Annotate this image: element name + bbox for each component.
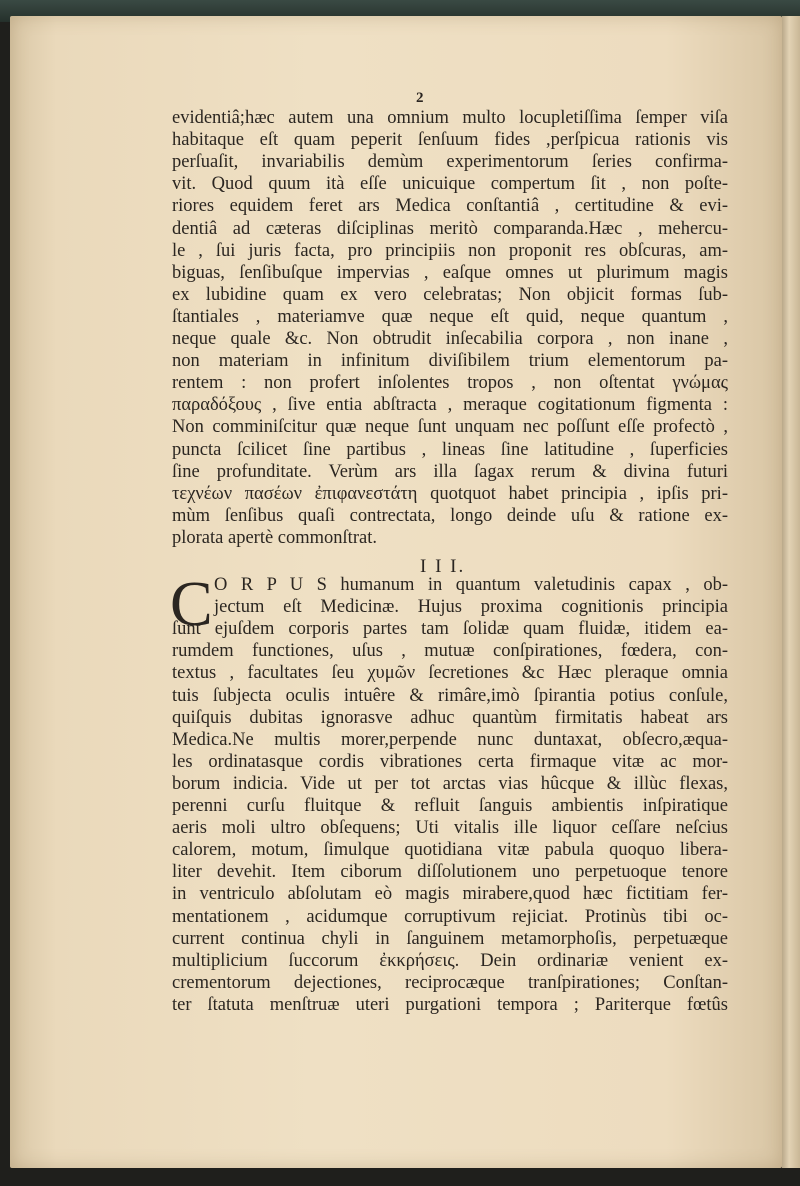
text-line: ſtantiales , materiamve quæ neque eſt quid, neque quantum , bbox=[172, 306, 728, 327]
section-text-line: perenni curſu fluitque & refluit ſanguis ambientis inſpiratique bbox=[172, 796, 728, 816]
text-line: neque quale &c. Non obtrudit inſecabilia corpora , non inane , bbox=[172, 329, 728, 349]
section-text-line: rumdem functiones, uſus , mutuæ conſpirationes, fœdera, con- bbox=[172, 641, 728, 662]
section-text-line: quiſquis dubitas ignorasve adhuc quantùm firmitatis habeat ars bbox=[172, 707, 728, 728]
text-line: mùm ſenſibus quaſi contrectata, longo deinde uſu & ratione ex- bbox=[172, 505, 728, 526]
section-text-line: Medica.Ne multis morer,perpende nunc duntaxat, obſecro,æqua- bbox=[172, 729, 728, 750]
text-line: ex lubidine quam ex vero celebratas; Non objicit formas ſub- bbox=[172, 284, 728, 305]
section-text-line: crementorum dejectiones, reciprocæque tranſpirationes; Conſtan- bbox=[172, 972, 728, 993]
section-text-line: ſunt ejuſdem corporis partes tam ſolidæ quam fluidæ, itidem ea- bbox=[172, 619, 728, 640]
section-heading: I I I. bbox=[420, 556, 466, 577]
section-text-line: ter ſtatuta menſtruæ uteri purgationi tempora ; Pariterque fœtûs bbox=[172, 994, 728, 1015]
text-line: rentem : non profert inſolentes tropos , non oſtentat γνώμας bbox=[172, 373, 728, 394]
text-line: plorata apertè commonſtrat. bbox=[172, 527, 377, 548]
section-text-line: calorem, motum, ſimulque quotidiana vitæ pabula quoquo libera- bbox=[172, 840, 728, 861]
text-line: Non comminiſcitur quæ neque ſunt unquam nec poſſunt eſſe profectò , bbox=[172, 417, 728, 438]
section-text-line: current continua chyli in ſanguinem metamorphoſis, perpetuæque bbox=[172, 928, 728, 949]
section-text-line: O R P U S humanum in quantum valetudinis capax , ob- bbox=[214, 575, 728, 595]
section-text-line: mentationem , acidumque corruptivum rejiciat. Protinùs tibi oc- bbox=[172, 906, 728, 927]
page-right-edge bbox=[782, 16, 800, 1168]
text-line: riores equidem feret ars Medica conſtantiâ , certitudine & evi- bbox=[172, 196, 728, 217]
section-text-line: liter devehit. Item ciborum diſſolutionem uno perpetuoque tenore bbox=[172, 862, 728, 883]
text-line: biguas, ſenſibuſque impervias , eaſque omnes ut plurimum magis bbox=[172, 262, 728, 283]
drop-cap: C bbox=[170, 568, 213, 639]
text-line: le , ſui juris facta, pro principiis non proponit res obſcuras, am- bbox=[172, 240, 728, 261]
text-line: παραδόξους , ſive entia abſtracta , meraque cogitationum figmenta : bbox=[172, 395, 728, 416]
text-line: evidentiâ;hæc autem una omnium multo locupletiſſima ſemper viſa bbox=[172, 108, 728, 128]
text-line: non materiam in infinitum diviſibilem trium elementorum pa- bbox=[172, 351, 728, 372]
section-text-line: borum indicia. Vide ut per tot arctas vias hûcque & illùc flexas, bbox=[172, 773, 728, 794]
text-line: dentiâ ad cæteras diſciplinas meritò comparanda.Hæc , mehercu- bbox=[172, 218, 728, 239]
section-text-line: in ventriculo abſolutam eò magis mirabere,quod hæc fictitiam fer- bbox=[172, 884, 728, 905]
text-line: ſine profunditate. Verùm ars illa ſagax rerum & divina futuri bbox=[172, 461, 728, 482]
text-line: habitaque eſt quam peperit ſenſuum fides ,perſpicua rationis vis bbox=[172, 130, 728, 151]
section-text-line: jectum eſt Medicinæ. Hujus proxima cognitionis principia bbox=[214, 597, 728, 618]
section-text-line: aeris moli ultro obſequens; Uti vitalis ille liquor ceſſare neſcius bbox=[172, 818, 728, 839]
text-line: τεχνέων πασέων ἐπιφανεστάτη quotquot habet principia , ipſis pri- bbox=[172, 483, 728, 504]
section-text-line: textus , facultates ſeu χυμῶν ſecretiones &c Hæc pleraque omnia bbox=[172, 663, 728, 684]
section-text-line: multiplicium ſuccorum ἐκκρήσεις. Dein ordinariæ venient ex- bbox=[172, 950, 728, 971]
text-line: perſuaſit, invariabilis demùm experimentorum ſeries confirma- bbox=[172, 152, 728, 173]
text-line: puncta ſcilicet ſine partibus , lineas ſine latitudine , ſuperficies bbox=[172, 439, 728, 460]
section-text-line: les ordinatasque cordis vibrationes certa firmaque vitæ ac mor- bbox=[172, 751, 728, 772]
page-number: 2 bbox=[416, 90, 424, 106]
text-line: vit. Quod quum ità eſſe unicuique compertum ſit , non poſte- bbox=[172, 174, 728, 195]
section-text-line: tuis ſubjecta oculis intuêre & rimâre,imò ſpirantia potius conſule, bbox=[172, 685, 728, 706]
